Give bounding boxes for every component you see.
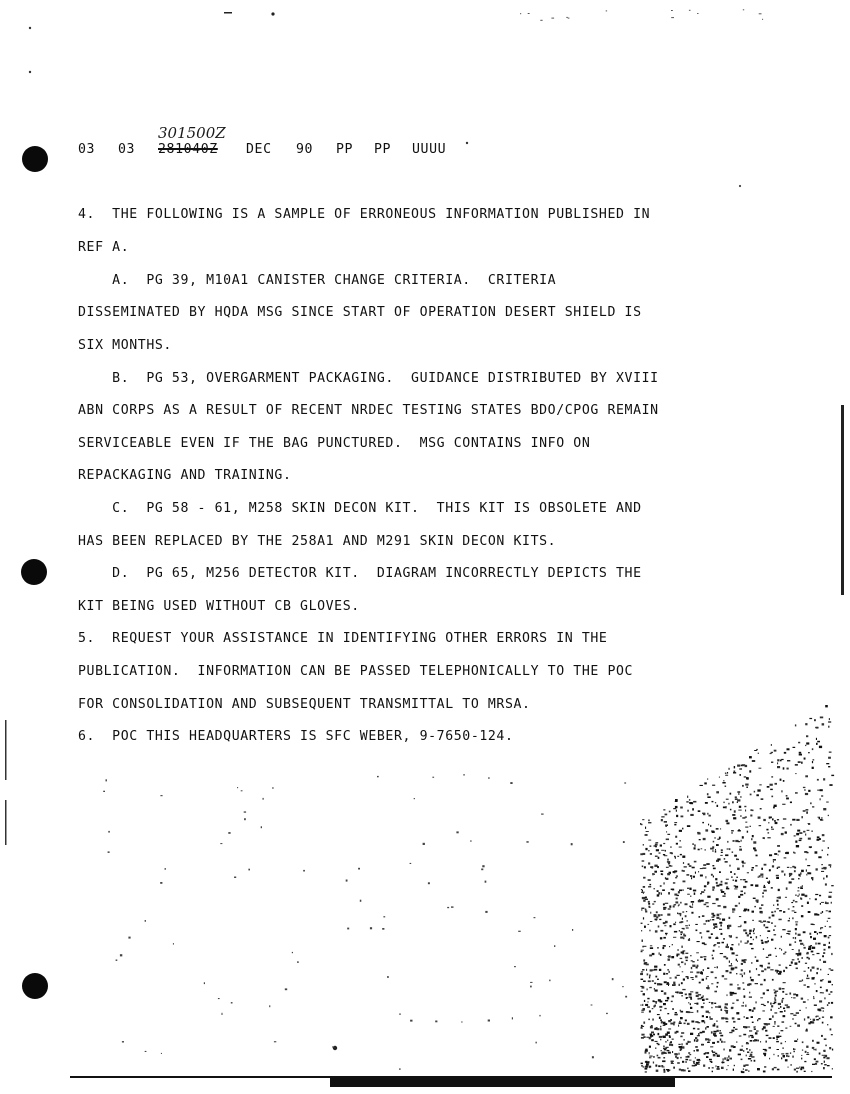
bottom-rule [70,1076,832,1078]
body-line: FOR CONSOLIDATION AND SUBSEQUENT TRANSMITTAL TO MRSA. [78,697,531,712]
body-line: C. PG 58 - 61, M258 SKIN DECON KIT. THIS KIT IS OBSOLETE AND [78,501,642,516]
body-line: REPACKAGING AND TRAINING. [78,468,292,483]
header-year: 90 [296,142,314,157]
body-line: SIX MONTHS. [78,338,172,353]
right-edge-mark [841,405,844,595]
body-line: SERVICEABLE EVEN IF THE BAG PUNCTURED. MSG CONTAINS INFO ON [78,436,591,451]
body-line: HAS BEEN REPLACED BY THE 258A1 AND M291 SKIN DECON KITS. [78,534,557,549]
bottom-rule-thick [330,1077,675,1087]
header-classification: UUUU [412,142,447,157]
body-line: KIT BEING USED WITHOUT CB GLOVES. [78,599,360,614]
header-field-2: 03 [118,142,136,157]
body-line: 5. REQUEST YOUR ASSISTANCE IN IDENTIFYING OTHER ERRORS IN THE [78,631,608,646]
body-line: DISSEMINATED BY HQDA MSG SINCE START OF OPERATION DESERT SHIELD IS [78,305,642,320]
body-line: 4. THE FOLLOWING IS A SAMPLE OF ERRONEOUS INFORMATION PUBLISHED IN [78,207,651,222]
left-edge-mark-2 [5,800,7,845]
header-field-1: 03 [78,142,96,157]
header-month: DEC [246,142,272,157]
punch-hole-top [22,146,48,172]
header-precedence-1: PP [336,142,354,157]
left-edge-mark-1 [5,720,7,780]
header-precedence-2: PP [374,142,392,157]
body-line: B. PG 53, OVERGARMENT PACKAGING. GUIDANCE DISTRIBUTED BY XVIII [78,371,659,386]
body-line: PUBLICATION. INFORMATION CAN BE PASSED TELEPHONICALLY TO THE POC [78,664,634,679]
body-line: A. PG 39, M10A1 CANISTER CHANGE CRITERIA. CRITERIA [78,273,557,288]
body-line: 6. POC THIS HEADQUARTERS IS SFC WEBER, 9-7650-124. [78,729,514,744]
punch-hole-bottom [22,973,48,999]
body-line: D. PG 65, M256 DETECTOR KIT. DIAGRAM INCORRECTLY DEPICTS THE [78,566,642,581]
body-line: ABN CORPS AS A RESULT OF RECENT NRDEC TESTING STATES BDO/CPOG REMAIN [78,403,659,418]
struck-dtg: 281040Z [158,142,218,157]
punch-hole-middle [21,559,47,585]
handwritten-dtg: 301500Z [158,124,226,142]
body-line: REF A. [78,240,130,255]
